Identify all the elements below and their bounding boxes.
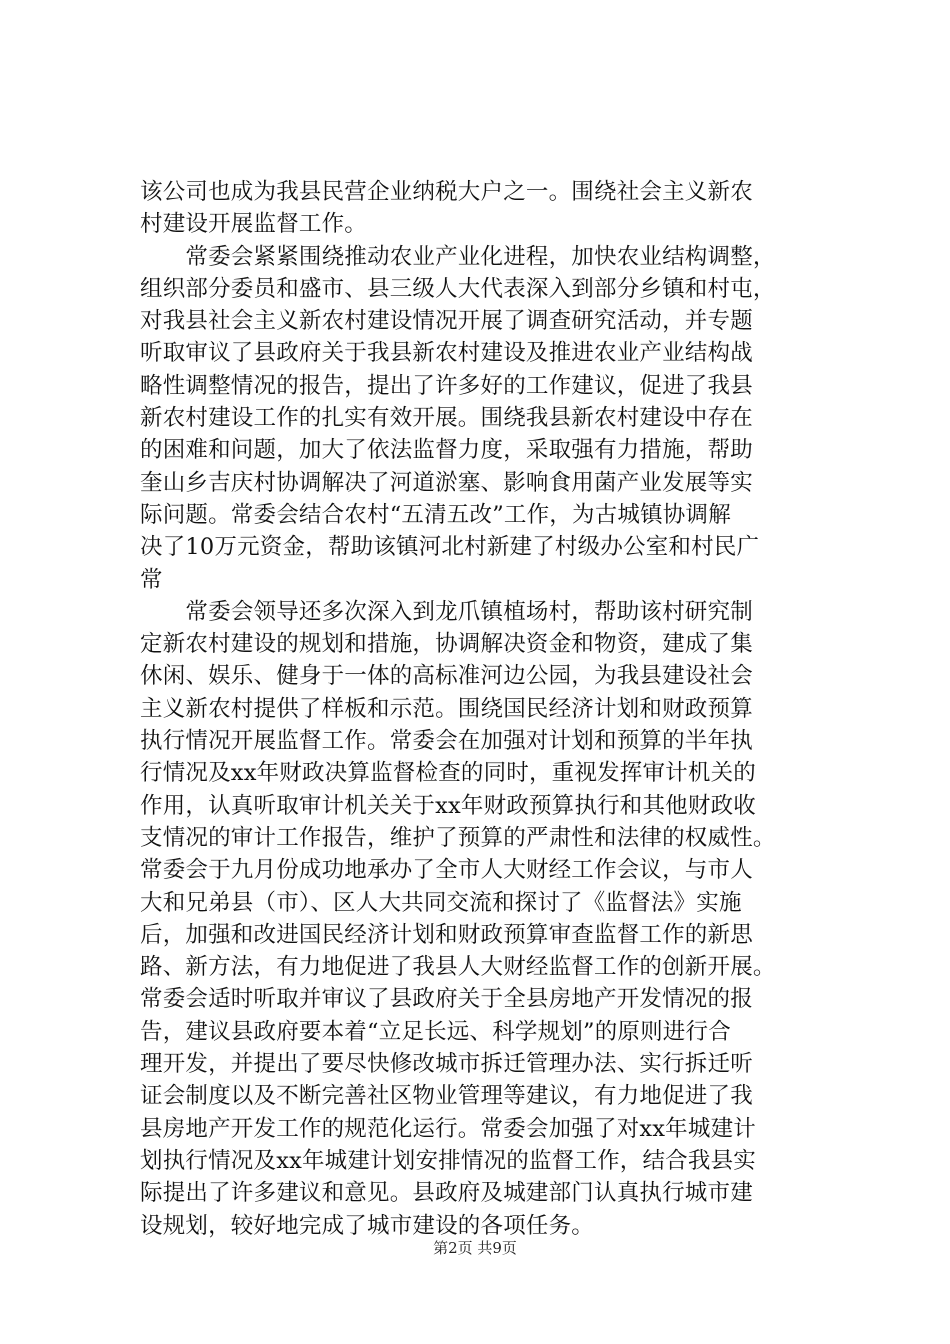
- text-line: 新农村建设工作的扎实有效开展。围绕我县新农村建设中存在: [140, 405, 753, 432]
- text-line: 大和兄弟县（市）、区人大共同交流和探讨了《监督法》实施: [140, 889, 742, 916]
- text-line: 常委会适时听取并审议了县政府关于全县房地产开发情况的报: [140, 986, 753, 1013]
- text-line: 际提出了许多建议和意见。县政府及城建部门认真执行城市建: [140, 1180, 753, 1207]
- text-line: 休闲、娱乐、健身于一体的高标准河边公园，为我县建设社会: [140, 663, 753, 690]
- text-line: 理开发，并提出了要尽快修改城市拆迁管理办法、实行拆迁听: [140, 1051, 753, 1078]
- text-line: 行情况及xx年财政决算监督检查的同时，重视发挥审计机关的: [140, 760, 756, 787]
- text-line: 决了10万元资金，帮助该镇河北村新建了村级办公室和村民广: [140, 534, 760, 561]
- text-line: 划执行情况及xx年城建计划安排情况的监督工作，结合我县实: [140, 1147, 756, 1174]
- text-line: 主义新农村提供了样板和示范。围绕国民经济计划和财政预算: [140, 695, 753, 722]
- text-line: 奎山乡吉庆村协调解决了河道淤塞、影响食用菌产业发展等实: [140, 469, 753, 496]
- text-line: 的困难和问题，加大了依法监督力度，采取强有力措施，帮助: [140, 437, 753, 464]
- text-line: 村建设开展监督工作。: [140, 211, 368, 238]
- text-line: 设规划，较好地完成了城市建设的各项任务。: [140, 1212, 595, 1239]
- text-line: 后，加强和改进国民经济计划和财政预算审查监督工作的新思: [140, 921, 753, 948]
- page-number-footer: 第2页 共9页: [433, 1239, 517, 1257]
- text-line: 常委会紧紧围绕推动农业产业化进程，加快农业结构调整，: [140, 243, 776, 270]
- text-line: 常委会领导还多次深入到龙爪镇植场村，帮助该村研究制: [140, 598, 753, 625]
- text-line: 路、新方法，有力地促进了我县人大财经监督工作的创新开展。: [140, 954, 776, 981]
- text-line: 支情况的审计工作报告，维护了预算的严肃性和法律的权威性。: [140, 824, 776, 851]
- text-line: 县房地产开发工作的规范化运行。常委会加强了对xx年城建计: [140, 1115, 756, 1142]
- text-line: 证会制度以及不断完善社区物业管理等建议，有力地促进了我: [140, 1083, 753, 1110]
- text-line: 常委会于九月份成功地承办了全市人大财经工作会议，与市人: [140, 857, 753, 884]
- text-line: 该公司也成为我县民营企业纳税大户之一。围绕社会主义新农: [140, 179, 753, 205]
- text-line: 执行情况开展监督工作。常委会在加强对计划和预算的半年执: [140, 728, 753, 755]
- text-line: 际问题。常委会结合农村“五清五改”工作，为古城镇协调解: [140, 501, 731, 528]
- text-line: 常: [140, 566, 163, 593]
- text-line: 对我县社会主义新农村建设情况开展了调查研究活动，并专题: [140, 308, 753, 335]
- text-line: 定新农村建设的规划和措施，协调解决资金和物资，建成了集: [140, 631, 753, 658]
- text-line: 听取审议了县政府关于我县新农村建设及推进农业产业结构战: [140, 340, 753, 367]
- text-line: 作用，认真听取审计机关关于xx年财政预算执行和其他财政收: [140, 792, 756, 819]
- document-body: [140, 176, 830, 1242]
- text-line: 告，建议县政府要本着“立足长远、科学规划”的原则进行合: [140, 1018, 731, 1045]
- text-line: 组织部分委员和盛市、县三级人大代表深入到部分乡镇和村屯，: [140, 275, 776, 302]
- text-line: 略性调整情况的报告，提出了许多好的工作建议，促进了我县: [140, 372, 753, 399]
